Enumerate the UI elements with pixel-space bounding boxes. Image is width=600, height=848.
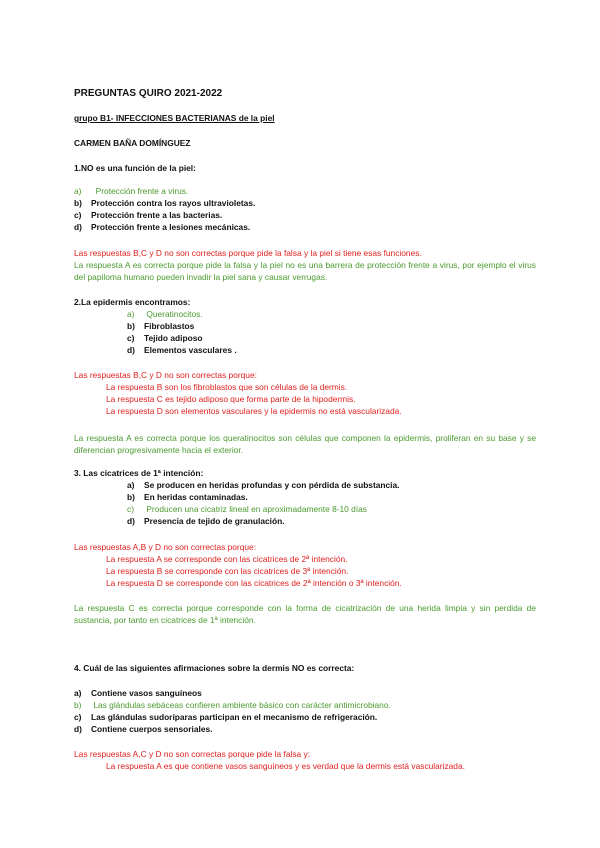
q1-option-a <box>74 186 188 197</box>
option-text: Se producen en heridas profundas y con pérdida de substancia. <box>144 480 400 490</box>
question-2: 2.La epidermis encontramos: <box>74 297 191 307</box>
option-text: Presencia de tejido de granulación. <box>144 516 285 526</box>
document-title: PREGUNTAS QUIRO 2021-2022 <box>74 88 223 99</box>
q4-option-c <box>74 712 377 723</box>
q4-option-d <box>74 724 212 735</box>
option-text: Protección frente a lesiones mecánicas. <box>91 222 251 232</box>
option-label: c) <box>74 210 82 220</box>
q3-wrong-d: La respuesta D se corresponde con las cicatrices de 2ª intención o 3ª intención. <box>106 578 402 588</box>
option-text: Contiene cuerpos sensoriales. <box>91 724 213 734</box>
option-label: a) <box>127 309 135 319</box>
q2-option-a <box>127 309 203 320</box>
option-label: a) <box>74 186 82 196</box>
option-text: Contiene vasos sanguíneos <box>91 688 202 698</box>
q1-option-c <box>74 210 222 221</box>
q1-option-b <box>74 198 255 209</box>
option-text: Elementos vasculares . <box>144 345 237 355</box>
option-text: Producen una cicatriz lineal en aproximadamente 8-10 días <box>146 504 367 514</box>
q3-wrong-a: La respuesta A se corresponde con las cicatrices de 2ª intención. <box>106 554 348 564</box>
question-1: 1.NO es una función de la piel: <box>74 163 196 173</box>
option-label: b) <box>127 321 135 331</box>
q3-option-c <box>127 504 367 515</box>
option-text: Queratinocitos. <box>146 309 203 319</box>
option-text: Protección frente a virus. <box>95 186 189 196</box>
option-label: d) <box>74 724 82 734</box>
question-3: 3. Las cicatrices de 1ª intención: <box>74 468 204 478</box>
q3-option-b <box>127 492 248 503</box>
q4-wrong-a: La respuesta A es que contiene vasos sanguíneos y es verdad que la dermis está vascularizada. <box>106 761 465 771</box>
option-label: d) <box>127 516 135 526</box>
option-text: Fibroblastos <box>144 321 195 331</box>
q4-option-a <box>74 688 202 699</box>
q2-wrong-c: La respuesta C es tejido adiposo que forma parte de la hipodermis. <box>106 394 356 404</box>
q1-option-d <box>74 222 250 233</box>
q4-option-b <box>74 700 391 711</box>
option-label: c) <box>127 333 135 343</box>
option-label: a) <box>74 688 82 698</box>
q2-option-c <box>127 333 202 344</box>
q2-wrong-d: La respuesta D son elementos vasculares y la epidermis no está vascularizada. <box>106 406 402 416</box>
q2-option-d <box>127 345 237 356</box>
q2-correct-explanation: La respuesta A es correcta porque los queratinocitos son células que componen la epidermis, proliferan en su base y se diferencian progresivamente hacia el exterior. <box>74 433 536 455</box>
q4-wrong-intro: Las respuestas A,C y D no son correctas porque pide la falsa y: <box>74 749 311 759</box>
q3-option-d <box>127 516 285 527</box>
option-label: b) <box>127 492 135 502</box>
q2-option-b <box>127 321 194 332</box>
option-text: Protección frente a las bacterias. <box>91 210 223 220</box>
option-label: b) <box>74 198 82 208</box>
option-label: c) <box>74 712 82 722</box>
q3-wrong-b: La respuesta B se corresponde con las cicatrices de 3ª intención. <box>106 566 349 576</box>
question-4: 4. Cuál de las siguientes afirmaciones sobre la dermis NO es correcta: <box>74 663 355 673</box>
option-text: Protección contra los rayos ultravioletas. <box>91 198 256 208</box>
option-text: En heridas contaminadas. <box>144 492 248 502</box>
option-label: b) <box>74 700 82 710</box>
option-text: Las glándulas sudoríparas participan en el mecanismo de refrigeración. <box>91 712 378 722</box>
q1-correct-explanation: La respuesta A es correcta porque pide la falsa y la piel no es una barrera de protección frente a virus, por ejemplo el virus del papiloma humano pueden invadir la piel sana y causar verrugas. <box>74 260 536 282</box>
group-heading: grupo B1- INFECCIONES BACTERIANAS de la piel <box>74 113 275 123</box>
q2-wrong-b: La respuesta B son los fibroblastos que son células de la dermis. <box>106 382 348 392</box>
q3-correct-explanation: La respuesta C es correcta porque corresponde con la forma de cicatrización de una herida limpia y sin perdida de sustancia, por tanto en cicatrices de 1ª intención. <box>74 603 536 625</box>
option-label: c) <box>127 504 134 514</box>
option-text: Las glándulas sebáceas confieren ambiente básico con carácter antimicrobiano. <box>93 700 391 710</box>
author-name: CARMEN BAÑA DOMÍNGUEZ <box>74 138 191 148</box>
option-label: d) <box>127 345 135 355</box>
option-label: d) <box>74 222 82 232</box>
option-label: a) <box>127 480 135 490</box>
q3-option-a <box>127 480 400 491</box>
q2-wrong-intro: Las respuestas B,C y D no son correctas porque: <box>74 370 257 380</box>
option-text: Tejido adiposo <box>144 333 203 343</box>
q3-wrong-intro: Las respuestas A,B y D no son correctas porque: <box>74 542 257 552</box>
q1-wrong-explanation: Las respuestas B,C y D no son correctas porque pide la falsa y la piel si tiene esas funciones. <box>74 248 422 258</box>
